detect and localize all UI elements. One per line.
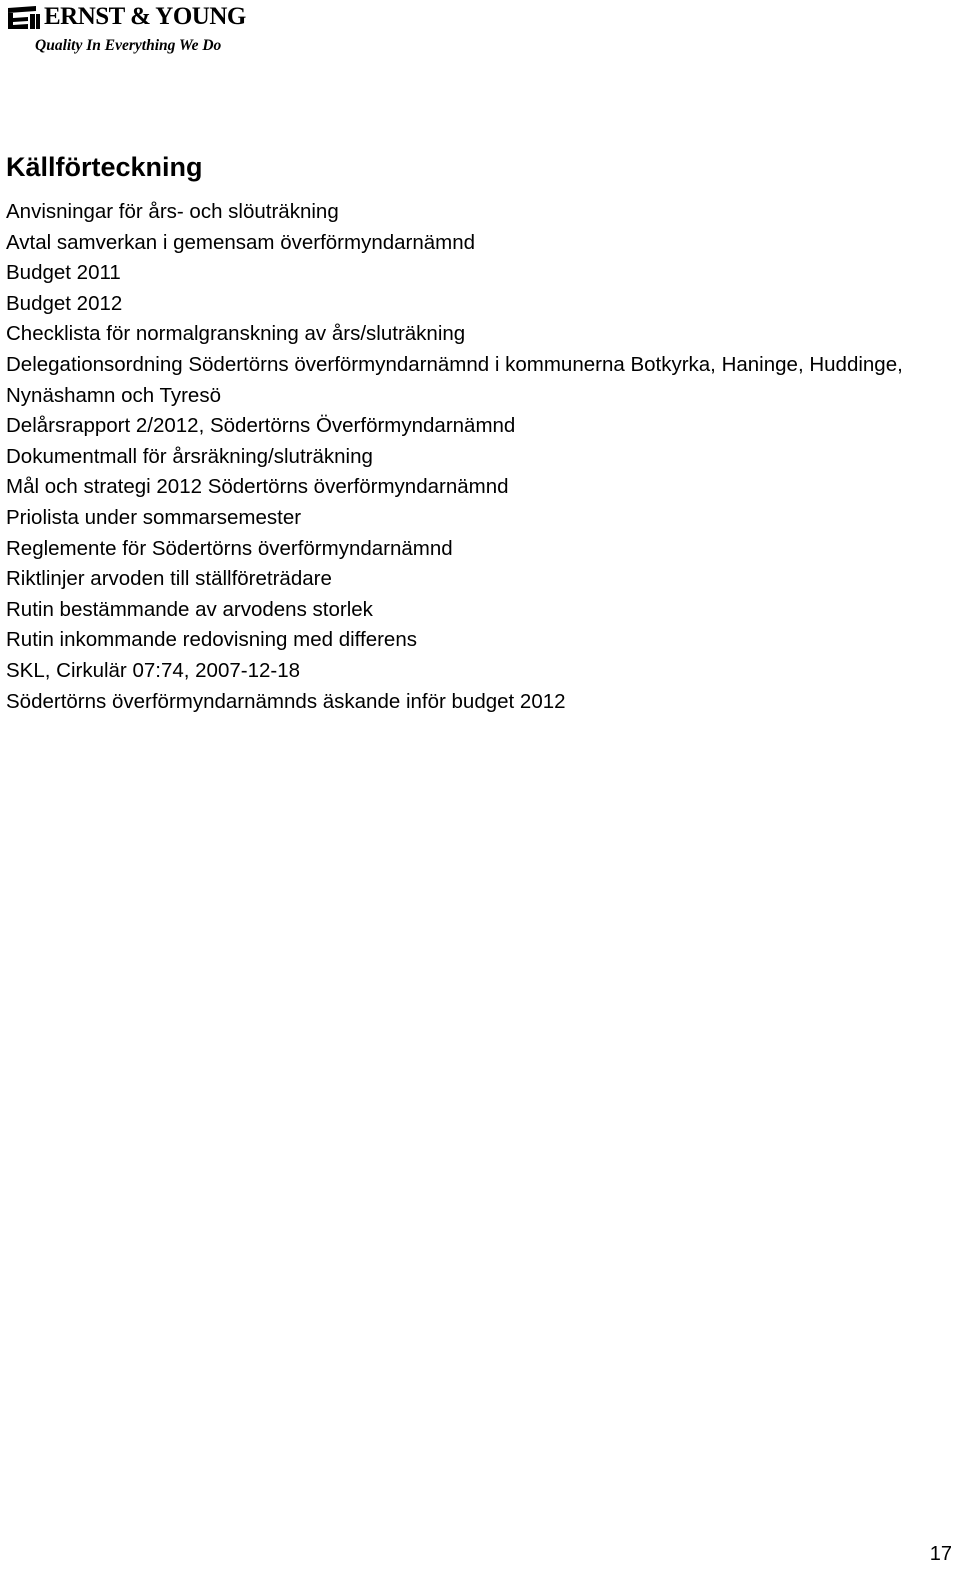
- list-item: Checklista för normalgranskning av års/sluträkning: [6, 322, 466, 346]
- list-item: Avtal samverkan i gemensam överförmyndarnämnd: [6, 230, 476, 254]
- list-item: Budget 2011: [6, 261, 121, 285]
- company-name: ERNST & YOUNG: [44, 3, 246, 30]
- company-tagline: Quality In Everything We Do: [35, 37, 222, 54]
- list-item: SKL, Cirkulär 07:74, 2007-12-18: [6, 658, 301, 682]
- list-item: Delårsrapport 2/2012, Södertörns Överförmyndarnämnd: [6, 414, 516, 438]
- page-number: 17: [929, 1543, 952, 1565]
- list-item: Rutin inkommande redovisning med differens: [6, 628, 417, 652]
- list-item: Mål och strategi 2012 Södertörns överförmyndarnämnd: [6, 475, 509, 499]
- company-logo: [6, 2, 256, 56]
- list-item: Dokumentmall för årsräkning/sluträkning: [6, 444, 373, 468]
- list-item: Priolista under sommarsemester: [6, 505, 302, 529]
- list-item: Reglemente för Södertörns överförmyndarnämnd: [6, 536, 453, 560]
- list-item: Riktlinjer arvoden till ställföreträdare: [6, 567, 332, 591]
- list-item: Budget 2012: [6, 291, 123, 315]
- page-title: Källförteckning: [6, 152, 203, 182]
- list-item: Delegationsordning Södertörns överförmyndarnämnd i kommunerna Botkyrka, Haninge, Huddinge, Nynäshamn och Tyresö: [6, 352, 903, 407]
- source-list: [6, 197, 936, 717]
- list-item: Rutin bestämmande av arvodens storlek: [6, 597, 373, 621]
- list-item: Anvisningar för års- och slöuträkning: [6, 200, 339, 223]
- list-item: Södertörns överförmyndarnämnds äskande inför budget 2012: [6, 689, 566, 713]
- ey-logo-mark-icon: [6, 6, 40, 30]
